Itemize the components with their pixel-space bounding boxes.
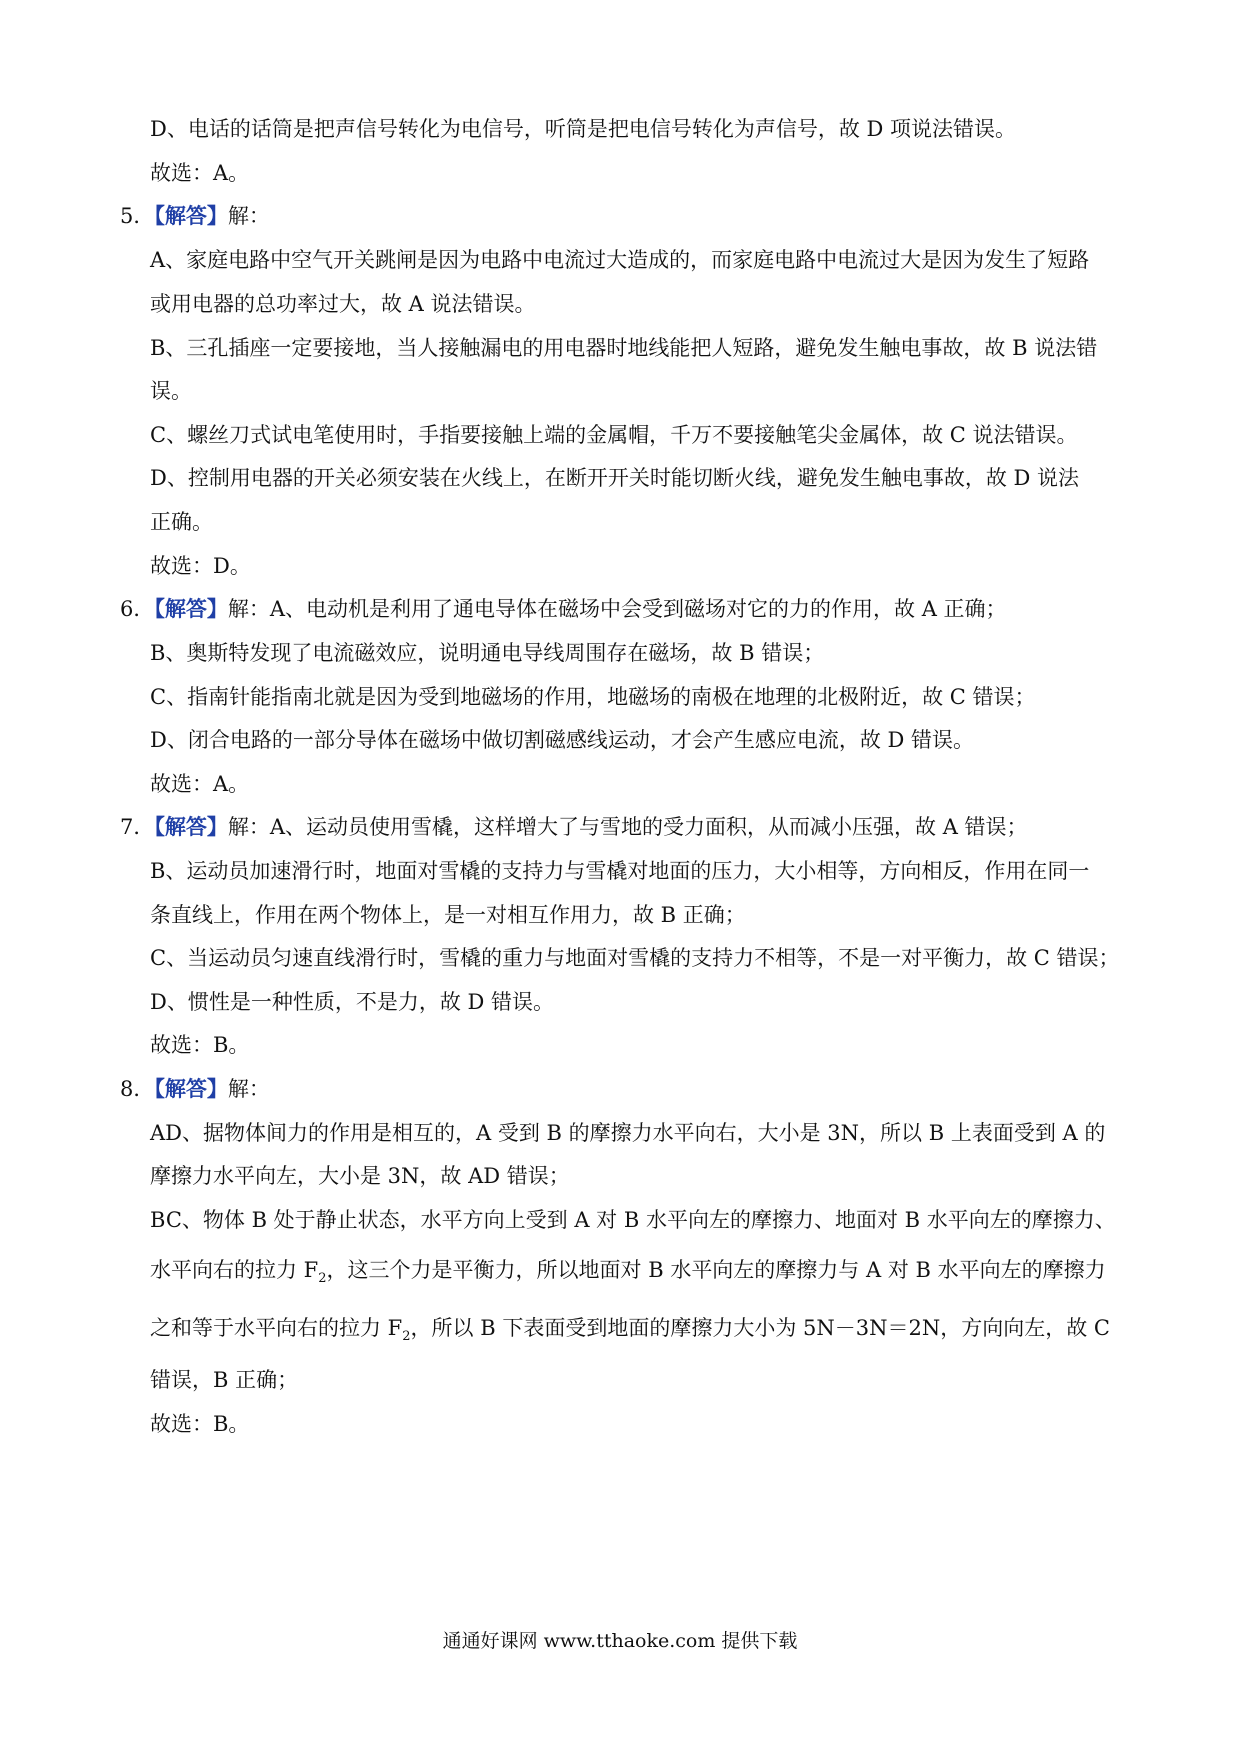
text-line: B、三孔插座一定要接地，当人接触漏电的用电器时地线能把人短路，避免发生触电事故，故 B 说法错 [150,336,1098,360]
text-line: 误。 [150,379,192,403]
text-span: 水平向右的拉力 F [150,1258,319,1282]
answer-tag: 【解答】 [154,203,228,228]
text-line: 或用电器的总功率过大，故 A 说法错误。 [150,292,536,316]
question-8-heading [120,1075,270,1103]
text-line: 故选：A。 [150,772,250,796]
question-7-heading [120,813,1028,841]
text-span: ，所以 B 下表面受到地面的摩擦力大小为 5N－3N＝2N，方向向左，故 C [410,1316,1110,1340]
text-line: 正确。 [150,510,213,534]
text-line: D、惯性是一种性质，不是力，故 D 错误。 [150,990,555,1014]
text-line: B、运动员加速滑行时，地面对雪橇的支持力与雪橇对地面的压力，大小相等，方向相反，作用在同一 [150,859,1090,883]
question-6-heading [120,595,1007,623]
text-line: A、家庭电路中空气开关跳闸是因为电路中电流过大造成的，而家庭电路中电流过大是因为发生了短路 [150,248,1090,272]
text-span: ，这三个力是平衡力，所以地面对 B 水平向左的摩擦力与 A 对 B 水平向左的摩擦力 [326,1258,1106,1282]
text-line: AD、据物体间力的作用是相互的，A 受到 B 的摩擦力水平向右，大小是 3N，所以 B 上表面受到 A 的 [150,1121,1106,1145]
text-line: C、当运动员匀速直线滑行时，雪橇的重力与地面对雪橇的支持力不相等，不是一对平衡力，故 C 错误； [150,946,1120,970]
text-span: 之和等于水平向右的拉力 F [150,1316,403,1340]
text-line: C、螺丝刀式试电笔使用时，手指要接触上端的金属帽，千万不要接触笔尖金属体，故 C 说法错误。 [150,423,1078,447]
text-line: BC、物体 B 处于静止状态，水平方向上受到 A 对 B 水平向左的摩擦力、地面对 B 水平向左的摩擦力、 [150,1208,1116,1232]
answer-tag: 【解答】 [154,814,228,839]
text-line: B、奥斯特发现了电流磁效应，说明通电导线周围存在磁场，故 B 错误； [150,641,825,665]
text-line: 摩擦力水平向左，大小是 3N，故 AD 错误； [150,1164,570,1188]
question-number: 8． [120,1077,155,1101]
answer-tag: 【解答】 [154,596,228,621]
text-line: 故选：D。 [150,554,251,578]
text-line: 故选：B。 [150,1412,250,1436]
text-span: 解： [227,1077,270,1101]
text-span: 解： [227,204,270,228]
question-number: 5． [120,204,155,228]
text-line: 故选：B。 [150,1033,250,1057]
text-line: D、电话的话筒是把声信号转化为电信号，听筒是把电信号转化为声信号，故 D 项说法错误。 [150,117,1017,141]
text-line: 错误，B 正确； [150,1368,299,1392]
text-span: 解：A、电动机是利用了通电导体在磁场中会受到磁场对它的力的作用，故 A 正确； [227,597,1007,621]
subscript: 2 [402,1329,411,1345]
text-line: D、控制用电器的开关必须安装在火线上，在断开开关时能切断火线，避免发生触电事故，故 D 说法 [150,466,1080,490]
subscript: 2 [318,1271,327,1287]
text-span: 解：A、运动员使用雪橇，这样增大了与雪地的受力面积，从而减小压强，故 A 错误； [227,815,1028,839]
text-line [150,1314,1110,1351]
text-line: C、指南针能指南北就是因为受到地磁场的作用，地磁场的南极在地理的北极附近，故 C 错误； [150,685,1036,709]
question-number: 7． [120,815,155,839]
text-line: 条直线上，作用在两个物体上，是一对相互作用力，故 B 正确； [150,903,746,927]
footer-text: 通通好课网 www.tthaoke.com 提供下载 [442,1630,798,1652]
answer-tag: 【解答】 [154,1076,228,1101]
question-5-heading [120,202,270,230]
text-line: D、闭合电路的一部分导体在磁场中做切割磁感线运动，才会产生感应电流，故 D 错误。 [150,728,975,752]
text-line [150,1256,1106,1293]
question-number: 6． [120,597,155,621]
text-line: 故选：A。 [150,161,250,185]
